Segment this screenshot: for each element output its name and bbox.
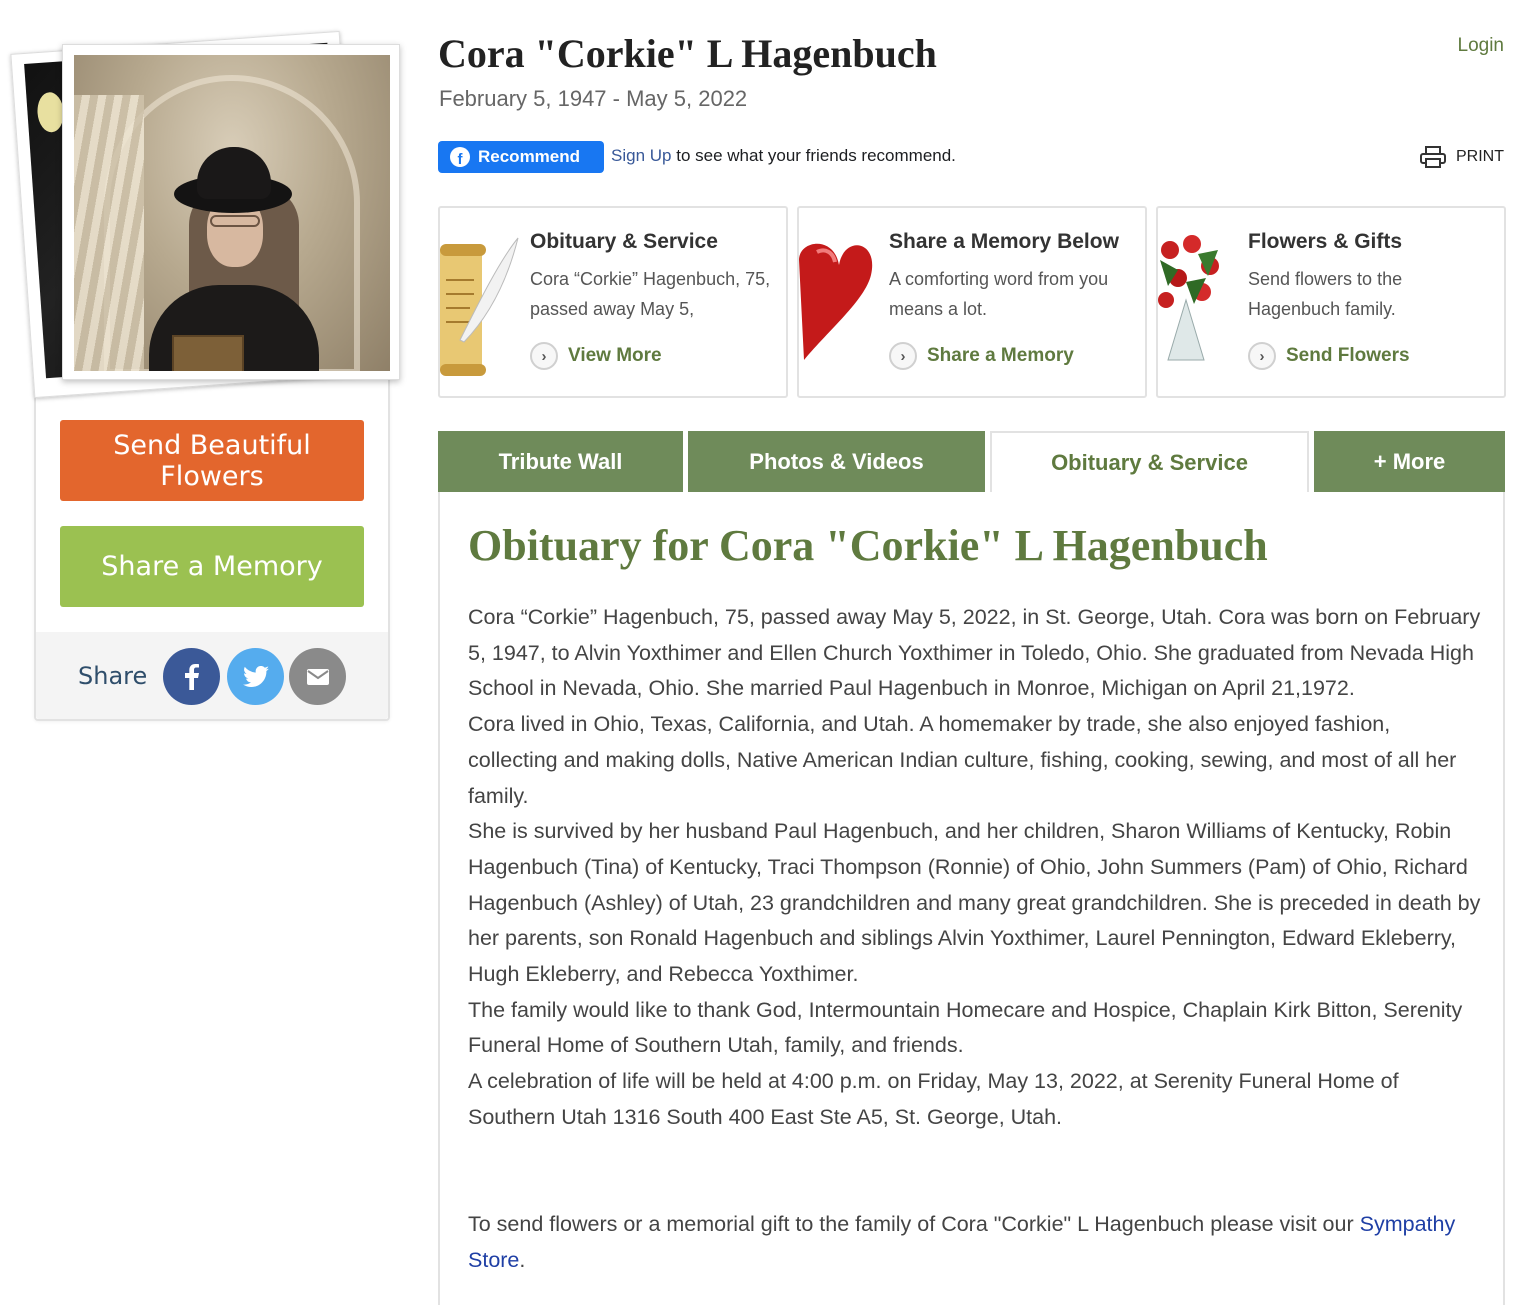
twitter-icon[interactable] (227, 648, 284, 705)
moon-shape (36, 91, 65, 133)
closing-period: . (519, 1247, 526, 1272)
obituary-paragraph: A celebration of life will be held at 4:00 p.m. on Friday, May 13, 2022, at Serenity Funeral Home of Southern Utah 1316 South 400 East Ste A5, St. George, Utah. (468, 1069, 1399, 1129)
recommend-label: Recommend (478, 147, 581, 166)
share-memory-card[interactable] (797, 206, 1147, 398)
send-flowers-link-label: Send Flowers (1286, 345, 1410, 366)
life-dates: February 5, 1947 - May 5, 2022 (439, 86, 748, 111)
sympathy-store-link[interactable]: Sympathy Store (468, 1212, 1456, 1272)
share-bar (36, 632, 388, 719)
portrait-glasses (210, 215, 260, 227)
printer-icon (1420, 146, 1446, 168)
scroll-quill-icon (440, 230, 520, 380)
obituary-paragraph: She is survived by her husband Paul Hagenbuch, and her children, Sharon Williams of Kentucky, Robin Hagenbuch (Tina) of Kentucky, Traci Thompson (Ronnie) of Ohio, John Summers (Pam) of Ohio, Richard Hagenbuch (Ashley) of Utah, 23 grandchildren and many great grandchildren. She is preceded in death by her parents, son Ronald Hagenbuch and siblings Alvin Yoxthimer, Laurel Pennington, Edward Ekleberry, Hugh Ekleberry, and Rebecca Yoxthimer. (468, 819, 1481, 987)
chevron-right-icon: › (1248, 342, 1276, 370)
card-body: A comforting word from you means a lot. (889, 269, 1109, 319)
send-flowers-button[interactable]: Send Beautiful Flowers (60, 420, 364, 501)
profile-photo[interactable] (62, 44, 400, 380)
flowers-gifts-card[interactable] (1156, 206, 1506, 398)
tab-more[interactable]: + More (1314, 431, 1505, 493)
obituary-paragraph: The family would like to thank God, Intermountain Homecare and Hospice, Chaplain Kirk Bitton, Serenity Funeral Home of Southern Utah, family, and friends. (468, 997, 1463, 1058)
obituary-heading: Obituary for Cora "Corkie" L Hagenbuch (468, 521, 1268, 570)
facebook-signup-link[interactable]: Sign Up (611, 146, 672, 165)
login-link[interactable]: Login (1457, 35, 1504, 56)
obituary-service-card[interactable] (438, 206, 788, 398)
view-more-label: View More (568, 345, 662, 366)
facebook-icon[interactable] (163, 648, 220, 705)
tab-obituary-service[interactable]: Obituary & Service (990, 431, 1309, 493)
obituary-text (468, 600, 1484, 1136)
share-memory-link[interactable] (889, 342, 1074, 370)
print-button[interactable] (1420, 146, 1504, 168)
rose-bouquet-icon (1158, 230, 1238, 380)
card-title: Share a Memory Below (889, 230, 1119, 253)
page-title: Cora "Corkie" L Hagenbuch (438, 31, 937, 76)
portrait-book (172, 335, 244, 371)
card-title: Obituary & Service (530, 230, 718, 253)
chevron-right-icon: › (889, 342, 917, 370)
tab-tribute-wall[interactable]: Tribute Wall (438, 431, 683, 493)
email-icon[interactable] (289, 648, 346, 705)
card-body: Cora “Corkie” Hagenbuch, 75, passed away May 5, (530, 269, 771, 319)
facebook-signup-text (611, 146, 956, 166)
send-flowers-link[interactable] (1248, 342, 1410, 370)
obituary-paragraph: Cora “Corkie” Hagenbuch, 75, passed away May 5, 2022, in St. George, Utah. Cora was born on February 5, 1947, to Alvin Yoxthimer and Ellen Church Yoxthimer in Toledo, Ohio. She graduated from Nevada High School in Nevada, Ohio. She married Paul Hagenbuch in Monroe, Michigan on April 21,1972. (468, 605, 1481, 701)
obituary-closing (468, 1207, 1484, 1278)
chevron-right-icon: › (530, 342, 558, 370)
print-label: PRINT (1456, 148, 1504, 165)
share-memory-button[interactable]: Share a Memory (60, 526, 364, 607)
facebook-logo-icon: f (450, 147, 470, 167)
facebook-signup-suffix: to see what your friends recommend. (676, 146, 956, 165)
closing-text: To send flowers or a memorial gift to the family of Cora "Corkie" L Hagenbuch please visit our (468, 1212, 1354, 1236)
card-body: Send flowers to the Hagenbuch family. (1248, 269, 1403, 319)
tab-photos-videos[interactable]: Photos & Videos (688, 431, 985, 493)
card-title: Flowers & Gifts (1248, 230, 1403, 253)
share-memory-link-label: Share a Memory (927, 345, 1074, 366)
view-more-link[interactable] (530, 342, 662, 370)
obituary-paragraph: Cora lived in Ohio, Texas, California, and Utah. A homemaker by trade, she also enjoyed fashion, collecting and making dolls, Native American Indian culture, fishing, cooking, sewing, and most of all her family. (468, 712, 1457, 808)
heart-icon (799, 230, 879, 380)
facebook-recommend-button[interactable] (438, 141, 604, 173)
portrait-feathers (74, 95, 144, 371)
share-label: Share (78, 662, 148, 690)
portrait-image (74, 55, 390, 371)
